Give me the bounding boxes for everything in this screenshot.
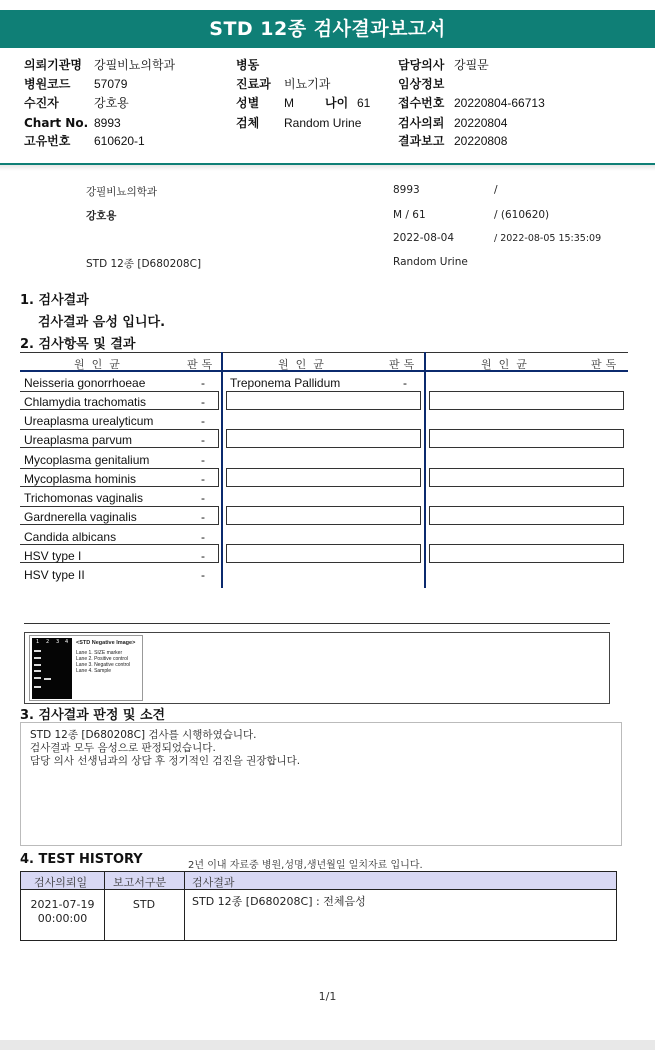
gel-image-frame bbox=[24, 632, 610, 704]
doctor-field bbox=[398, 58, 489, 72]
organism-result: - bbox=[201, 530, 205, 544]
history-header-row bbox=[21, 872, 616, 890]
chart-no-label: Chart No. bbox=[24, 116, 89, 130]
organism-row bbox=[24, 453, 205, 467]
lane-number: 4 bbox=[65, 639, 69, 645]
organism-row bbox=[24, 510, 205, 524]
organism-result: - bbox=[201, 414, 205, 428]
gel-band bbox=[34, 686, 41, 688]
row-box bbox=[429, 468, 624, 487]
report-date-label: 결과보고 bbox=[398, 134, 445, 148]
row-box bbox=[429, 506, 624, 525]
opinion-line: 검사결과 모두 음성으로 판정되었습니다. bbox=[30, 742, 216, 754]
gel-caption-line: Lane 4. Sample bbox=[76, 668, 112, 674]
department-value: 비뇨기과 bbox=[284, 77, 331, 91]
age-label: 나이 bbox=[325, 96, 349, 110]
organism-row bbox=[24, 376, 205, 390]
row-box bbox=[429, 544, 624, 563]
organism-name: Chlamydia trachomatis bbox=[24, 395, 147, 409]
chart-no-field bbox=[24, 116, 121, 130]
organism-row bbox=[24, 395, 205, 409]
row-box bbox=[226, 544, 421, 563]
organism-row bbox=[230, 376, 407, 390]
report-date-value: 20220808 bbox=[454, 134, 508, 148]
col-organism-header: 원인균 bbox=[74, 358, 127, 371]
organism-name: Gardnerella vaginalis bbox=[24, 510, 137, 524]
lane-number: 1 bbox=[36, 639, 40, 645]
col-result-header: 판독 bbox=[389, 358, 419, 371]
chart-no-value: 8993 bbox=[94, 116, 121, 130]
opinion-line: STD 12종 [D680208C] 검사를 시행하였습니다. bbox=[30, 729, 257, 741]
organism-name: Mycoplasma genitalium bbox=[24, 453, 150, 467]
header-shadow bbox=[0, 165, 655, 171]
gel-band bbox=[34, 664, 41, 666]
row-box bbox=[226, 391, 421, 410]
organism-result: - bbox=[201, 472, 205, 486]
history-time: 00:00:00 bbox=[37, 912, 88, 925]
history-type: STD bbox=[132, 898, 156, 911]
specimen-field bbox=[236, 116, 362, 130]
age-value: 61 bbox=[357, 96, 371, 110]
organism-row bbox=[24, 549, 205, 563]
sex-field bbox=[236, 96, 294, 110]
gel-caption-title: <STD Negative Image> bbox=[76, 640, 136, 646]
table-top-rule bbox=[20, 352, 628, 353]
request-date-label: 검사의뢰 bbox=[398, 116, 445, 130]
gel-caption-line: Lane 1. SIZE marker bbox=[76, 650, 123, 656]
report-title: STD 12종 검사결과보고서 bbox=[0, 10, 655, 48]
gel-photo bbox=[32, 638, 72, 699]
gel-caption-line: Lane 2. Positive control bbox=[76, 656, 128, 662]
organism-name: Neisseria gonorrhoeae bbox=[24, 376, 146, 390]
summary-test: STD 12종 [D680208C] bbox=[86, 258, 202, 270]
gel-caption bbox=[76, 640, 135, 674]
organism-name: HSV type I bbox=[24, 549, 82, 563]
col-result-header: 판독 bbox=[187, 358, 217, 371]
gel-band bbox=[34, 670, 41, 672]
patient-value: 강호용 bbox=[94, 96, 129, 110]
unique-no-label: 고유번호 bbox=[24, 134, 71, 148]
row-box bbox=[429, 391, 624, 410]
history-note: 2년 이내 자료중 병원,성명,생년월일 일치자료 입니다. bbox=[188, 860, 423, 871]
page-number: 1/1 bbox=[318, 990, 337, 1003]
summary-clinic: 강필비뇨의학과 bbox=[86, 186, 158, 198]
unique-no-value: 610620-1 bbox=[94, 134, 145, 148]
department-field bbox=[236, 77, 331, 91]
organism-row bbox=[24, 568, 205, 582]
summary-slash: / bbox=[494, 184, 498, 196]
organism-result: - bbox=[201, 376, 205, 390]
receipt-no-label: 접수번호 bbox=[398, 96, 445, 110]
doctor-value: 강필문 bbox=[454, 58, 489, 72]
lane-number: 3 bbox=[56, 639, 60, 645]
request-date-field bbox=[398, 116, 508, 130]
summary-name: 강호용 bbox=[86, 210, 117, 222]
row-box bbox=[226, 468, 421, 487]
gel-band bbox=[34, 677, 41, 679]
organism-name: Ureaplasma urealyticum bbox=[24, 414, 154, 428]
organism-name: HSV type II bbox=[24, 568, 85, 582]
organism-result: - bbox=[201, 568, 205, 582]
hospital-code-label: 병원코드 bbox=[24, 77, 71, 91]
organism-name: Ureaplasma parvum bbox=[24, 433, 133, 447]
summary-sex-age: M / 61 bbox=[393, 209, 426, 221]
report-date-field bbox=[398, 134, 508, 148]
section2-title: 2. 검사항목 및 결과 bbox=[20, 337, 136, 352]
history-col-type: 보고서구분 bbox=[113, 876, 167, 889]
patient-field bbox=[24, 96, 129, 110]
patient-label: 수진자 bbox=[24, 96, 59, 110]
col-result-header: 판독 bbox=[591, 358, 621, 371]
ward-field bbox=[236, 58, 259, 72]
history-col-result: 검사결과 bbox=[192, 876, 235, 889]
hospital-code-value: 57079 bbox=[94, 77, 128, 91]
ward-label: 병동 bbox=[236, 58, 260, 72]
organism-row bbox=[24, 433, 205, 447]
organism-name: Mycoplasma hominis bbox=[24, 472, 137, 486]
organism-name: Candida albicans bbox=[24, 530, 117, 544]
bottom-bar bbox=[0, 1040, 655, 1050]
lane-number: 2 bbox=[46, 639, 50, 645]
organism-result: - bbox=[201, 491, 205, 505]
summary-birth: / (610620) bbox=[494, 209, 550, 221]
section4-title: 4. TEST HISTORY bbox=[20, 852, 143, 867]
history-result: STD 12종 [D680208C] : 전체음성 bbox=[192, 895, 366, 908]
gel-band bbox=[34, 657, 41, 659]
section3-title: 3. 검사결과 판정 및 소견 bbox=[20, 708, 166, 723]
history-col-date: 검사의뢰일 bbox=[34, 876, 88, 889]
age-field bbox=[325, 96, 371, 110]
col-organism-header: 원인균 bbox=[481, 358, 534, 371]
summary-chart: 8993 bbox=[393, 184, 420, 196]
sex-label: 성별 bbox=[236, 96, 260, 110]
section1-title: 1. 검사결과 bbox=[20, 293, 89, 308]
organism-name: Trichomonas vaginalis bbox=[24, 491, 143, 505]
row-box bbox=[226, 429, 421, 448]
row-box bbox=[429, 429, 624, 448]
history-date: 2021-07-19 bbox=[30, 898, 95, 911]
row-box bbox=[226, 506, 421, 525]
institution-field bbox=[24, 58, 176, 72]
organism-row bbox=[24, 472, 205, 486]
section1-result-text: 검사결과 음성 입니다. bbox=[38, 315, 166, 330]
institution-value: 강필비뇨의학과 bbox=[94, 58, 176, 72]
organism-result: - bbox=[201, 395, 205, 409]
organism-result: - bbox=[201, 549, 205, 563]
unique-no-field bbox=[24, 134, 145, 148]
request-date-value: 20220804 bbox=[454, 116, 508, 130]
organism-result: - bbox=[201, 433, 205, 447]
clinical-label: 임상정보 bbox=[398, 77, 445, 91]
organism-result: - bbox=[201, 453, 205, 467]
receipt-no-value: 20220804-66713 bbox=[454, 96, 545, 110]
table-column-divider bbox=[424, 352, 426, 588]
summary-request-date: 2022-08-04 bbox=[393, 232, 455, 244]
opinion-box bbox=[20, 722, 622, 846]
organism-row bbox=[24, 491, 205, 505]
organism-result: - bbox=[403, 376, 407, 390]
sex-value: M bbox=[284, 96, 294, 110]
organism-name: Treponema Pallidum bbox=[230, 376, 341, 390]
history-column-divider bbox=[184, 872, 185, 940]
history-table bbox=[20, 871, 617, 941]
gel-image bbox=[29, 635, 143, 701]
gel-caption-line: Lane 3. Negative control bbox=[76, 662, 131, 668]
specimen-label: 검체 bbox=[236, 116, 260, 130]
department-label: 진료과 bbox=[236, 77, 271, 91]
specimen-value: Random Urine bbox=[284, 116, 362, 130]
col-organism-header: 원인균 bbox=[278, 358, 331, 371]
organism-result: - bbox=[201, 510, 205, 524]
clinical-field bbox=[398, 77, 444, 91]
summary-specimen: Random Urine bbox=[393, 256, 468, 268]
image-top-rule bbox=[24, 623, 610, 624]
table-column-divider bbox=[221, 352, 223, 588]
institution-label: 의뢰기관명 bbox=[24, 58, 82, 72]
summary-report-datetime: / 2022-08-05 15:35:09 bbox=[494, 233, 602, 244]
gel-band bbox=[34, 650, 41, 652]
opinion-line: 담당 의사 선생님과의 상담 후 정기적인 검진을 권장합니다. bbox=[30, 755, 301, 767]
gel-band bbox=[44, 678, 51, 680]
organism-row bbox=[24, 414, 205, 428]
doctor-label: 담당의사 bbox=[398, 58, 445, 72]
hospital-code-field bbox=[24, 77, 128, 91]
receipt-no-field bbox=[398, 96, 545, 110]
organism-row bbox=[24, 530, 205, 544]
